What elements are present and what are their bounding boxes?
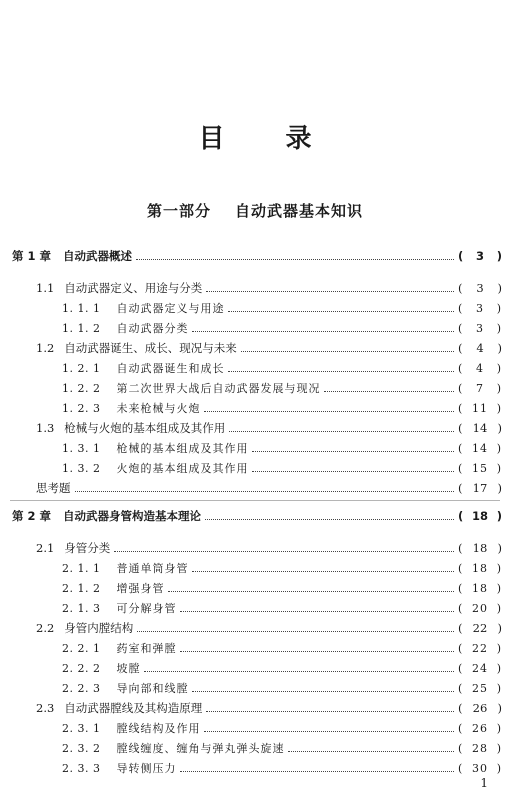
toc-entry-heading (36, 540, 110, 556)
toc-entry-subsection[interactable] (0, 658, 510, 678)
toc-entry-heading (62, 600, 176, 616)
toc-entry-page: ( 25 ) (458, 681, 502, 695)
leader-dots (192, 570, 454, 572)
page-number: 1 (480, 776, 488, 790)
leader-dots (204, 410, 454, 412)
toc-entry-heading (62, 740, 284, 756)
toc-entry-title: 火炮的基本组成及其作用 (116, 462, 249, 475)
toc-entry-title: 膛线结构及作用 (116, 722, 201, 735)
toc-entry-page: ( 14 ) (458, 421, 502, 435)
toc-entry-heading (62, 380, 320, 396)
toc-entry-number: 1. 3. 1 (62, 441, 101, 455)
toc-entry-heading (36, 280, 202, 296)
toc-entry-heading (62, 640, 176, 656)
toc-entry-number: 1. 2. 3 (62, 401, 101, 415)
toc-entry-heading (62, 580, 164, 596)
toc-entry-number: 2. 1. 3 (62, 601, 101, 615)
page-value: 30 (472, 761, 488, 775)
toc-entry-section[interactable] (0, 478, 510, 498)
page-value: 4 (476, 361, 484, 375)
leader-dots (288, 750, 454, 752)
toc-entry-subsection[interactable] (0, 398, 510, 418)
toc-entry-heading (62, 720, 200, 736)
toc-entry-number: 2. 3. 2 (62, 741, 101, 755)
toc-entry-page: ( 3 ) (458, 321, 502, 335)
toc-entry-title: 第二次世界大战后自动武器发展与现况 (116, 382, 321, 395)
chapter-divider (10, 500, 500, 501)
toc-entry-title: 自动武器定义与用途 (116, 302, 225, 315)
toc-entry-number: 2.3 (36, 701, 55, 715)
toc-entry-page: ( 24 ) (458, 661, 502, 675)
toc-entry-section[interactable] (0, 418, 510, 438)
toc-entry-page: ( 4 ) (458, 361, 502, 375)
toc-entry-number: 1.3 (36, 421, 55, 435)
toc-entry-page: ( 17 ) (458, 481, 502, 495)
toc-entry-title: 导转侧压力 (116, 762, 177, 775)
toc-entry-subsection[interactable] (0, 318, 510, 338)
toc-entry-title: 自动武器身管构造基本理论 (63, 509, 202, 523)
page-value: 3 (476, 321, 484, 335)
toc-entry-subsection[interactable] (0, 578, 510, 598)
toc-entry-number: 1. 1. 2 (62, 321, 101, 335)
toc-entry-heading (62, 320, 188, 336)
toc-entry-page: ( 3 ) (458, 249, 502, 263)
leader-dots (241, 350, 454, 352)
toc-entry-page: ( 15 ) (458, 461, 502, 475)
leader-dots (75, 490, 455, 492)
leader-dots (204, 730, 454, 732)
toc-entry-subsection[interactable] (0, 718, 510, 738)
page-value: 20 (472, 601, 488, 615)
toc-entry-page: ( 4 ) (458, 341, 502, 355)
toc-entry-title: 普通单筒身管 (116, 562, 189, 575)
toc-entry-heading (62, 300, 224, 316)
leader-dots (144, 670, 454, 672)
toc-entry-number: 1. 3. 2 (62, 461, 101, 475)
toc-entry-title: 自动武器诞生和成长 (116, 362, 225, 375)
leader-dots (192, 330, 454, 332)
toc-entry-subsection[interactable] (0, 678, 510, 698)
toc-entry-subsection[interactable] (0, 758, 510, 778)
toc-entry-section[interactable] (0, 698, 510, 718)
toc-entry-number: 2. 1. 1 (62, 561, 101, 575)
toc-entry-subsection[interactable] (0, 638, 510, 658)
page-value: 18 (472, 561, 488, 575)
leader-dots (180, 610, 454, 612)
toc-entry-number: 2. 2. 1 (62, 641, 101, 655)
toc-entry-subsection[interactable] (0, 378, 510, 398)
toc-entry-page: ( 18 ) (458, 581, 502, 595)
toc-entry-title: 可分解身管 (116, 602, 177, 615)
toc-entry-title: 导向部和线膛 (116, 682, 189, 695)
toc-entry-title: 自动武器分类 (116, 322, 189, 335)
toc-entry-heading (36, 700, 202, 716)
toc-entry-heading (62, 400, 200, 416)
page-value: 17 (472, 481, 488, 495)
page-value: 18 (472, 581, 488, 595)
toc-entry-number: 2.1 (36, 541, 55, 555)
page-value: 26 (472, 701, 488, 715)
toc-entry-title: 自动武器定义、用途与分类 (64, 281, 203, 295)
toc-entry-chapter[interactable] (0, 506, 510, 526)
toc-entry-title: 身管内膛结构 (64, 621, 134, 635)
toc-entry-heading (12, 508, 201, 524)
leader-dots (324, 390, 454, 392)
toc-entry-subsection[interactable] (0, 558, 510, 578)
page-value: 3 (475, 249, 484, 263)
toc-entry-heading (12, 248, 132, 264)
leader-dots (137, 630, 454, 632)
toc-entry-subsection[interactable] (0, 298, 510, 318)
toc-entry-subsection[interactable] (0, 598, 510, 618)
toc-entry-subsection[interactable] (0, 438, 510, 458)
toc-entry-subsection[interactable] (0, 358, 510, 378)
toc-entry-title: 膛线缠度、缠角与弹丸弹头旋速 (116, 742, 285, 755)
page-value: 3 (476, 301, 484, 315)
page-value: 7 (476, 381, 484, 395)
page-value: 14 (472, 441, 488, 455)
leader-dots (205, 518, 454, 520)
page-value: 14 (472, 421, 488, 435)
page-value: 18 (472, 541, 488, 555)
toc-entry-number: 2. 2. 2 (62, 661, 101, 675)
page-title: 目 录 (198, 124, 338, 154)
page-value: 26 (472, 721, 488, 735)
page-value: 15 (472, 461, 488, 475)
toc-entry-number: 1. 2. 2 (62, 381, 101, 395)
toc-entry-page: ( 26 ) (458, 721, 502, 735)
leader-dots (228, 370, 454, 372)
leader-dots (114, 550, 454, 552)
toc-entry-title: 自动武器膛线及其构造原理 (64, 701, 203, 715)
toc-entry-section[interactable] (0, 278, 510, 298)
toc-entry-subsection[interactable] (0, 458, 510, 478)
toc-entry-title: 自动武器概述 (63, 249, 133, 263)
part-heading (0, 200, 510, 221)
toc-entry-page: ( 30 ) (458, 761, 502, 775)
page-value: 22 (472, 641, 488, 655)
toc-entry-heading (62, 660, 140, 676)
toc-entry-title: 身管分类 (64, 541, 111, 555)
toc-entry-heading (62, 360, 224, 376)
toc-entry-chapter[interactable] (0, 246, 510, 266)
toc-entry-page: ( 22 ) (458, 641, 502, 655)
toc-entry-heading (36, 420, 225, 436)
leader-dots (229, 430, 454, 432)
toc-entry-page: ( 18 ) (458, 541, 502, 555)
toc-entry-title: 思考题 (36, 481, 71, 495)
toc-entry-heading (36, 620, 133, 636)
toc-entry-heading (62, 760, 176, 776)
toc-entry-heading (36, 340, 237, 356)
toc-entry-heading (62, 560, 188, 576)
leader-dots (180, 650, 454, 652)
toc-entry-section[interactable] (0, 538, 510, 558)
part-label: 第一部分 (146, 202, 211, 220)
page-value: 24 (472, 661, 488, 675)
toc-entry-heading (36, 480, 71, 496)
toc-entry-page: ( 18 ) (458, 509, 502, 523)
toc-entry-title: 枪械与火炮的基本组成及其作用 (64, 421, 226, 435)
page-value: 25 (472, 681, 488, 695)
toc-entry-title: 自动武器诞生、成长、现况与未来 (64, 341, 237, 355)
leader-dots (206, 290, 454, 292)
toc-entry-page: ( 3 ) (458, 301, 502, 315)
toc-entry-page: ( 7 ) (458, 381, 502, 395)
toc-entry-page: ( 26 ) (458, 701, 502, 715)
page-value: 3 (476, 281, 484, 295)
toc-entry-number: 2. 3. 3 (62, 761, 101, 775)
toc-entry-number: 第 1 章 (12, 249, 52, 263)
toc-entry-title: 药室和弹膛 (116, 642, 177, 655)
toc-entry-section[interactable] (0, 618, 510, 638)
leader-dots (228, 310, 454, 312)
toc-entry-number: 2.2 (36, 621, 55, 635)
toc-entry-heading (62, 680, 188, 696)
page-value: 4 (476, 341, 484, 355)
page-value: 28 (472, 741, 488, 755)
toc-entry-number: 2. 3. 1 (62, 721, 101, 735)
toc-entry-page: ( 22 ) (458, 621, 502, 635)
toc-entry-title: 未来枪械与火炮 (116, 402, 201, 415)
leader-dots (168, 590, 454, 592)
toc-entry-number: 2. 1. 2 (62, 581, 101, 595)
toc-entry-page: ( 18 ) (458, 561, 502, 575)
toc-entry-number: 第 2 章 (12, 509, 52, 523)
toc-entry-title: 枪械的基本组成及其作用 (116, 442, 249, 455)
toc-entry-page: ( 11 ) (458, 401, 502, 415)
toc-entry-page: ( 28 ) (458, 741, 502, 755)
leader-dots (252, 450, 454, 452)
toc-entry-number: 1. 2. 1 (62, 361, 101, 375)
toc-entry-page: ( 14 ) (458, 441, 502, 455)
page-value: 22 (472, 621, 488, 635)
leader-dots (252, 470, 454, 472)
toc-entry-subsection[interactable] (0, 738, 510, 758)
leader-dots (192, 690, 454, 692)
toc-entry-number: 1. 1. 1 (62, 301, 101, 315)
toc-entry-heading (62, 440, 248, 456)
leader-dots (180, 770, 454, 772)
toc-entry-page: ( 20 ) (458, 601, 502, 615)
toc-entry-heading (62, 460, 248, 476)
toc-entry-number: 1.2 (36, 341, 55, 355)
leader-dots (136, 258, 454, 260)
toc-entry-title: 增强身管 (116, 582, 165, 595)
page-value: 18 (471, 509, 488, 523)
toc-entry-section[interactable] (0, 338, 510, 358)
part-name: 自动武器基本知识 (235, 202, 364, 220)
toc-entry-page: ( 3 ) (458, 281, 502, 295)
page-value: 11 (472, 401, 488, 415)
toc-entry-number: 2. 2. 3 (62, 681, 101, 695)
toc-entry-number: 1.1 (36, 281, 55, 295)
toc-entry-title: 坡膛 (116, 662, 141, 675)
leader-dots (206, 710, 454, 712)
